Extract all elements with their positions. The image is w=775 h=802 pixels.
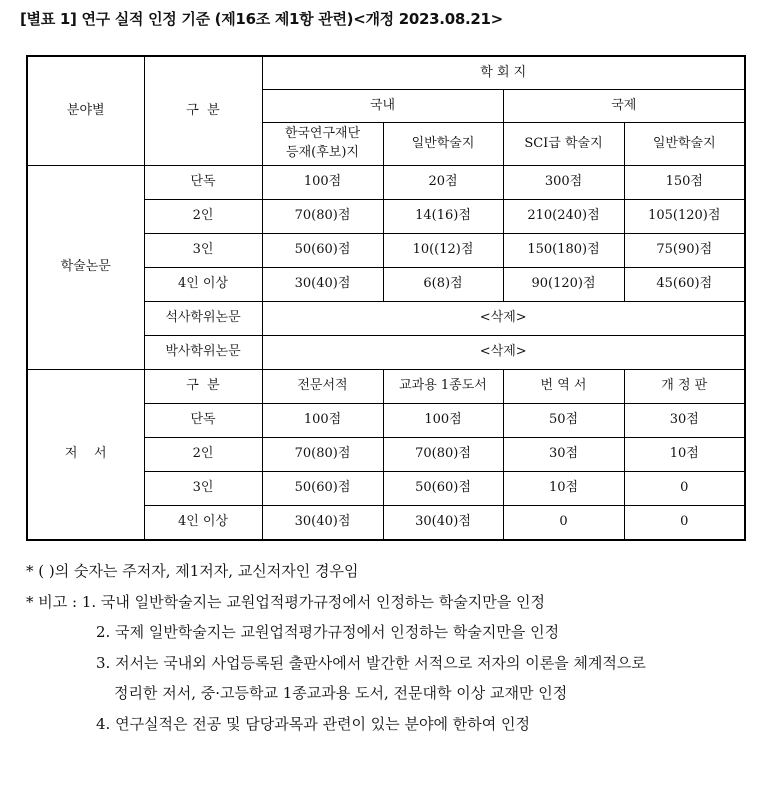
notes [26,556,646,739]
cell: 100점 [262,166,383,200]
cell: 70(80)점 [383,438,503,472]
row-kind-masters: 석사학위논문 [144,302,262,336]
cell: 20점 [383,166,503,200]
cell: 150(180)점 [503,234,624,268]
cell: 30점 [503,438,624,472]
cell: 10점 [503,472,624,506]
header-nrf-line1: 한국연구재단 [284,126,361,142]
note-4: 4. 연구실적은 전공 및 담당과목과 관련이 있는 분야에 한하여 인정 [96,714,530,733]
row-kind: 4인 이상 [144,268,262,302]
note-1: * 비고 : 1. 국내 일반학술지는 교원업적평가규정에서 인정하는 학술지만을 인정 [26,592,545,611]
cell: 45(60)점 [624,268,745,302]
books-header-textbook: 교과용 1종도서 [383,370,503,404]
cell: 30점 [624,404,745,438]
books-header-translation: 번 역 서 [503,370,624,404]
header-international: 국제 [503,90,745,123]
cell: 90(120)점 [503,268,624,302]
cell: 50점 [503,404,624,438]
cell: 0 [624,472,745,506]
cell: 10((12)점 [383,234,503,268]
research-criteria-table [26,55,746,541]
cell: 50(60)점 [383,472,503,506]
books-header-revised: 개 정 판 [624,370,745,404]
cell: 210(240)점 [503,200,624,234]
cell: 100점 [262,404,383,438]
row-kind-doctoral: 박사학위논문 [144,336,262,370]
cell: 30(40)점 [262,268,383,302]
cell: 10점 [624,438,745,472]
page-title: [별표 1] 연구 실적 인정 기준 (제16조 제1항 관련)<개정 2023.08.21> [20,10,503,28]
cell: 70(80)점 [262,438,383,472]
row-kind: 단독 [144,404,262,438]
table-row [27,166,745,200]
row-kind: 3인 [144,234,262,268]
cell: 105(120)점 [624,200,745,234]
books-header-division: 구 분 [144,370,262,404]
header-nrf-journal [262,123,383,166]
header-field: 분야별 [27,56,144,166]
note-3-line1: 3. 저서는 국내외 사업등록된 출판사에서 발간한 서적으로 저자의 이론을 체계적으로 [96,653,646,672]
header-intl-general: 일반학술지 [624,123,745,166]
header-domestic: 국내 [262,90,503,123]
table-row [27,370,745,404]
header-division: 구 분 [144,56,262,166]
header-nrf-line2: 등재(후보)지 [286,145,359,160]
row-kind: 단독 [144,166,262,200]
cell: 70(80)점 [262,200,383,234]
header-journal: 학 회 지 [262,56,745,90]
cell: 75(90)점 [624,234,745,268]
cell: 100점 [383,404,503,438]
cell-deleted: <삭제> [262,336,745,370]
cell: 30(40)점 [262,506,383,541]
category-books: 저 서 [27,370,144,541]
note-parentheses: * ( )의 숫자는 주저자, 제1저자, 교신저자인 경우임 [26,562,359,580]
cell: 50(60)점 [262,234,383,268]
cell: 0 [624,506,745,541]
cell: 300점 [503,166,624,200]
header-sci-journal: SCI급 학술지 [503,123,624,166]
cell: 0 [503,506,624,541]
cell: 50(60)점 [262,472,383,506]
row-kind: 3인 [144,472,262,506]
cell: 14(16)점 [383,200,503,234]
row-kind: 2인 [144,438,262,472]
header-domestic-general: 일반학술지 [383,123,503,166]
cell: 150점 [624,166,745,200]
cell: 30(40)점 [383,506,503,541]
cell: 6(8)점 [383,268,503,302]
category-papers: 학술논문 [27,166,144,370]
cell-deleted: <삭제> [262,302,745,336]
books-header-professional: 전문서적 [262,370,383,404]
row-kind: 4인 이상 [144,506,262,541]
note-3-line2: 정리한 저서, 중·고등학교 1종교과용 도서, 전문대학 이상 교재만 인정 [114,684,568,702]
note-2: 2. 국제 일반학술지는 교원업적평가규정에서 인정하는 학술지만을 인정 [96,623,560,641]
row-kind: 2인 [144,200,262,234]
